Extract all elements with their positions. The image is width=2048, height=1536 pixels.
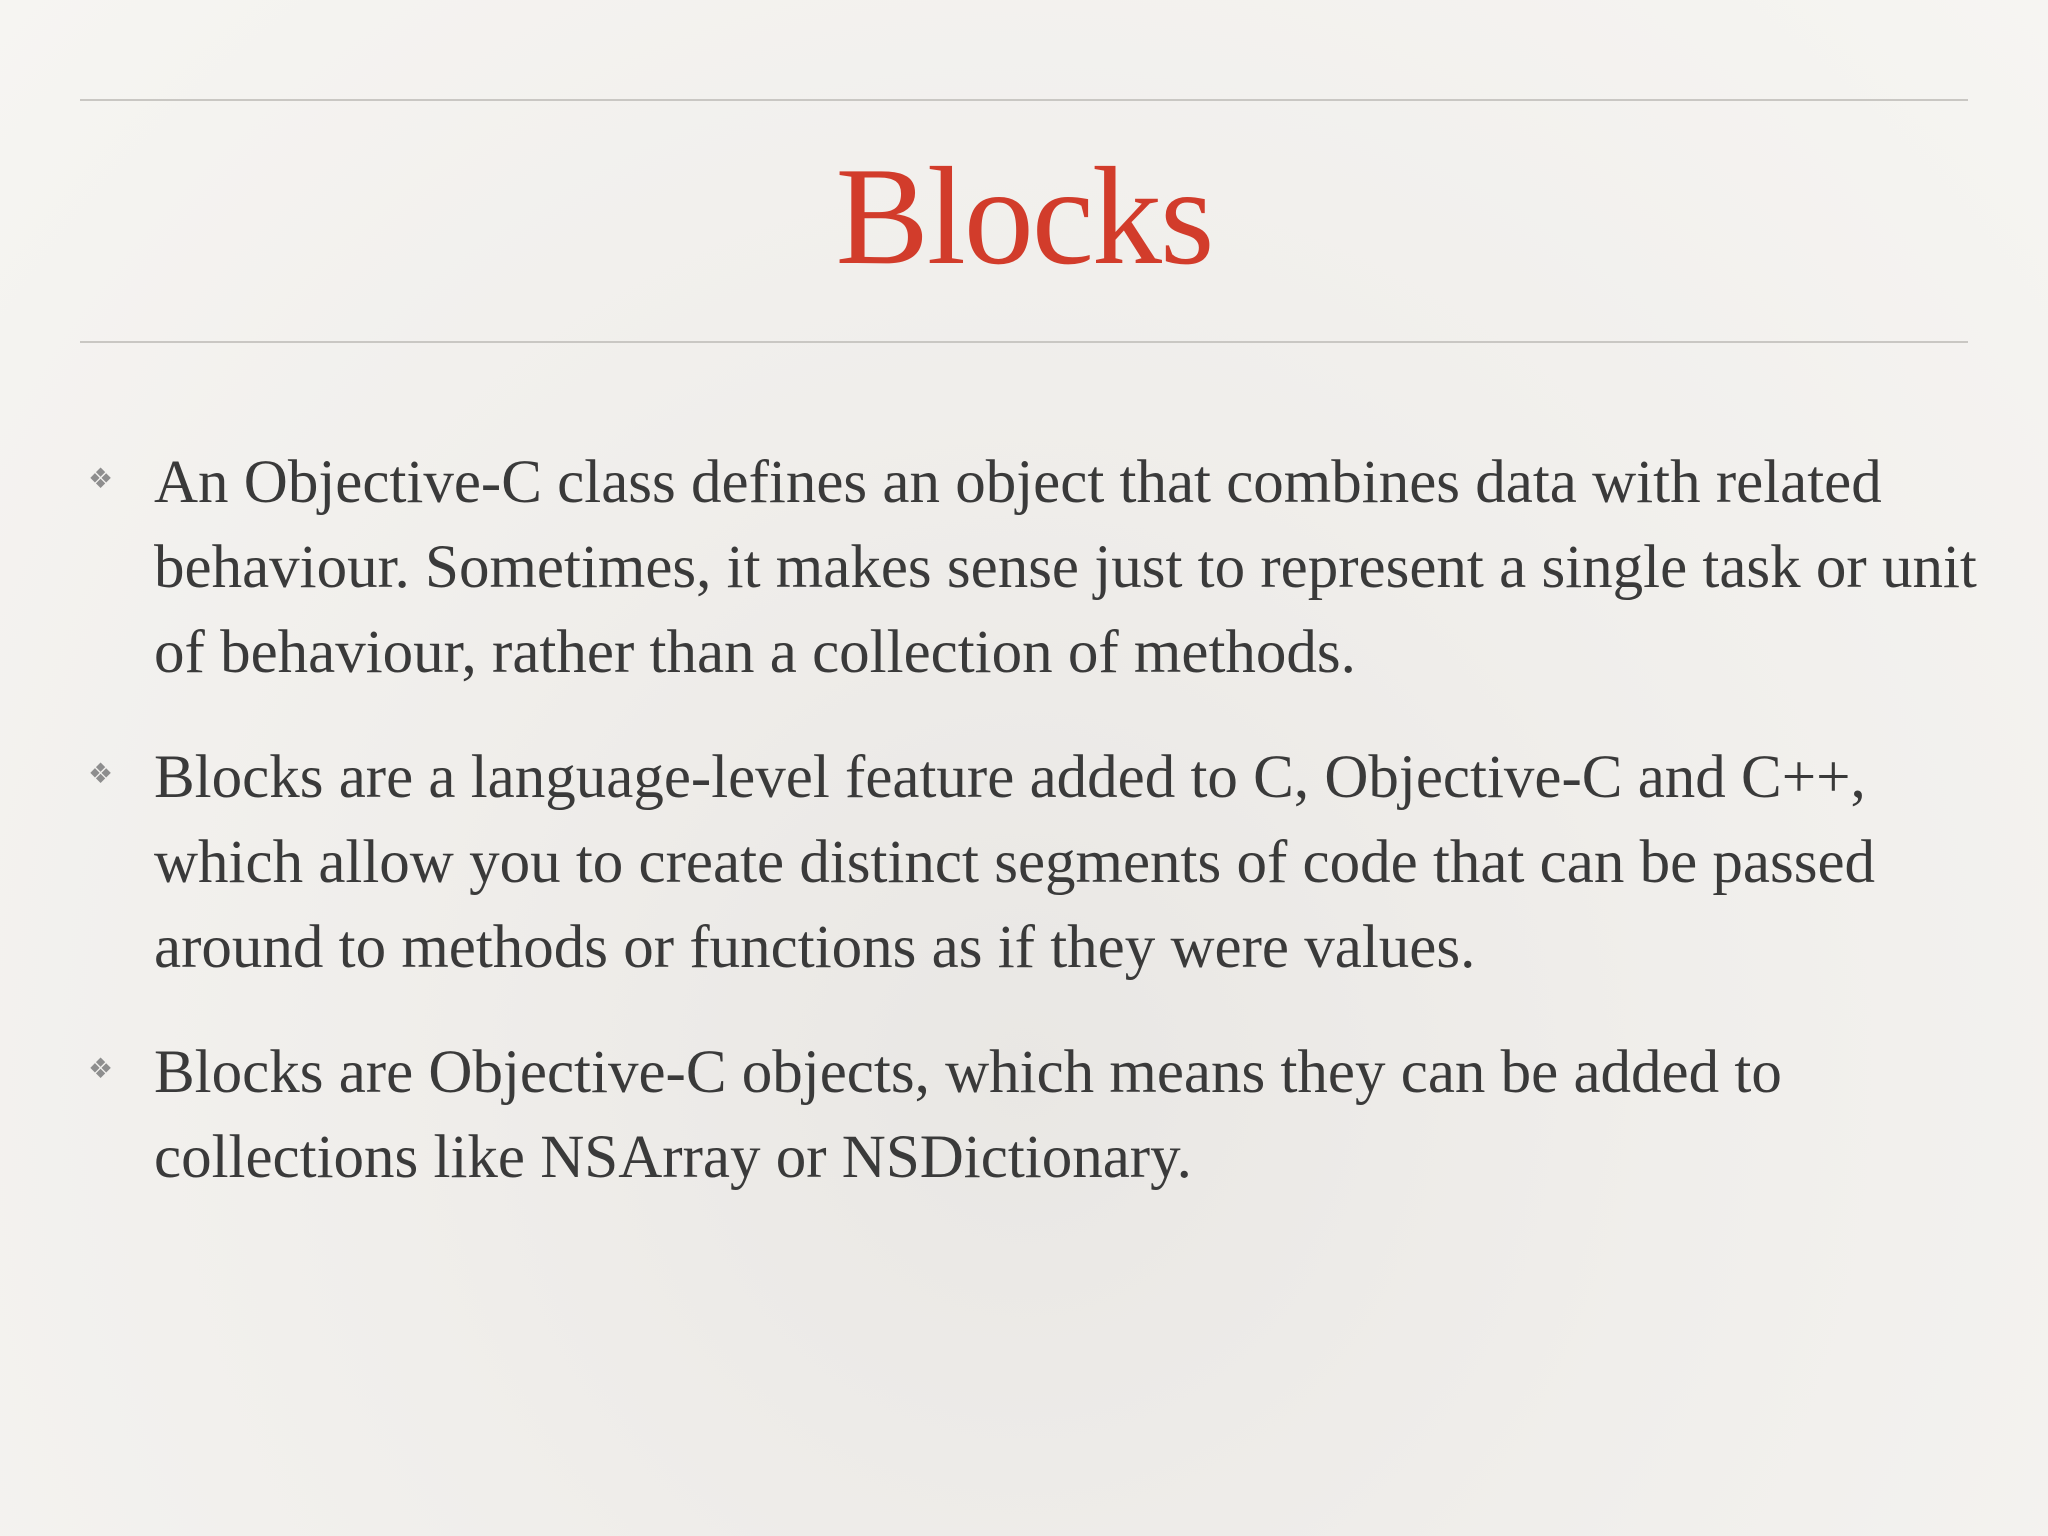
bullet-list: [80, 440, 1980, 1240]
title-bottom-rule: [80, 341, 1968, 343]
bullet-text: Blocks are a language-level feature added to C, Objective-C and C++, which allow you to create distinct segments of code that can be passed around to methods or functions as if they were values.: [154, 744, 1876, 981]
bullet-text: Blocks are Objective-C objects, which means they can be added to collections like NSArray or NSDictionary.: [154, 1039, 1782, 1191]
diamond-bullet-icon: ❖: [88, 464, 114, 495]
bullet-item: [80, 735, 1980, 990]
bullet-item: [80, 1030, 1980, 1200]
diamond-bullet-icon: ❖: [88, 1054, 114, 1085]
bullet-item: [80, 440, 1980, 695]
title-top-rule: [80, 99, 1968, 101]
bullet-text: An Objective-C class defines an object that combines data with related behaviour. Sometimes, it makes sense just to represent a single task or unit of behaviour, rather than a collection of methods.: [154, 449, 1977, 686]
slide-title: Blocks: [835, 139, 1213, 294]
diamond-bullet-icon: ❖: [88, 759, 114, 790]
